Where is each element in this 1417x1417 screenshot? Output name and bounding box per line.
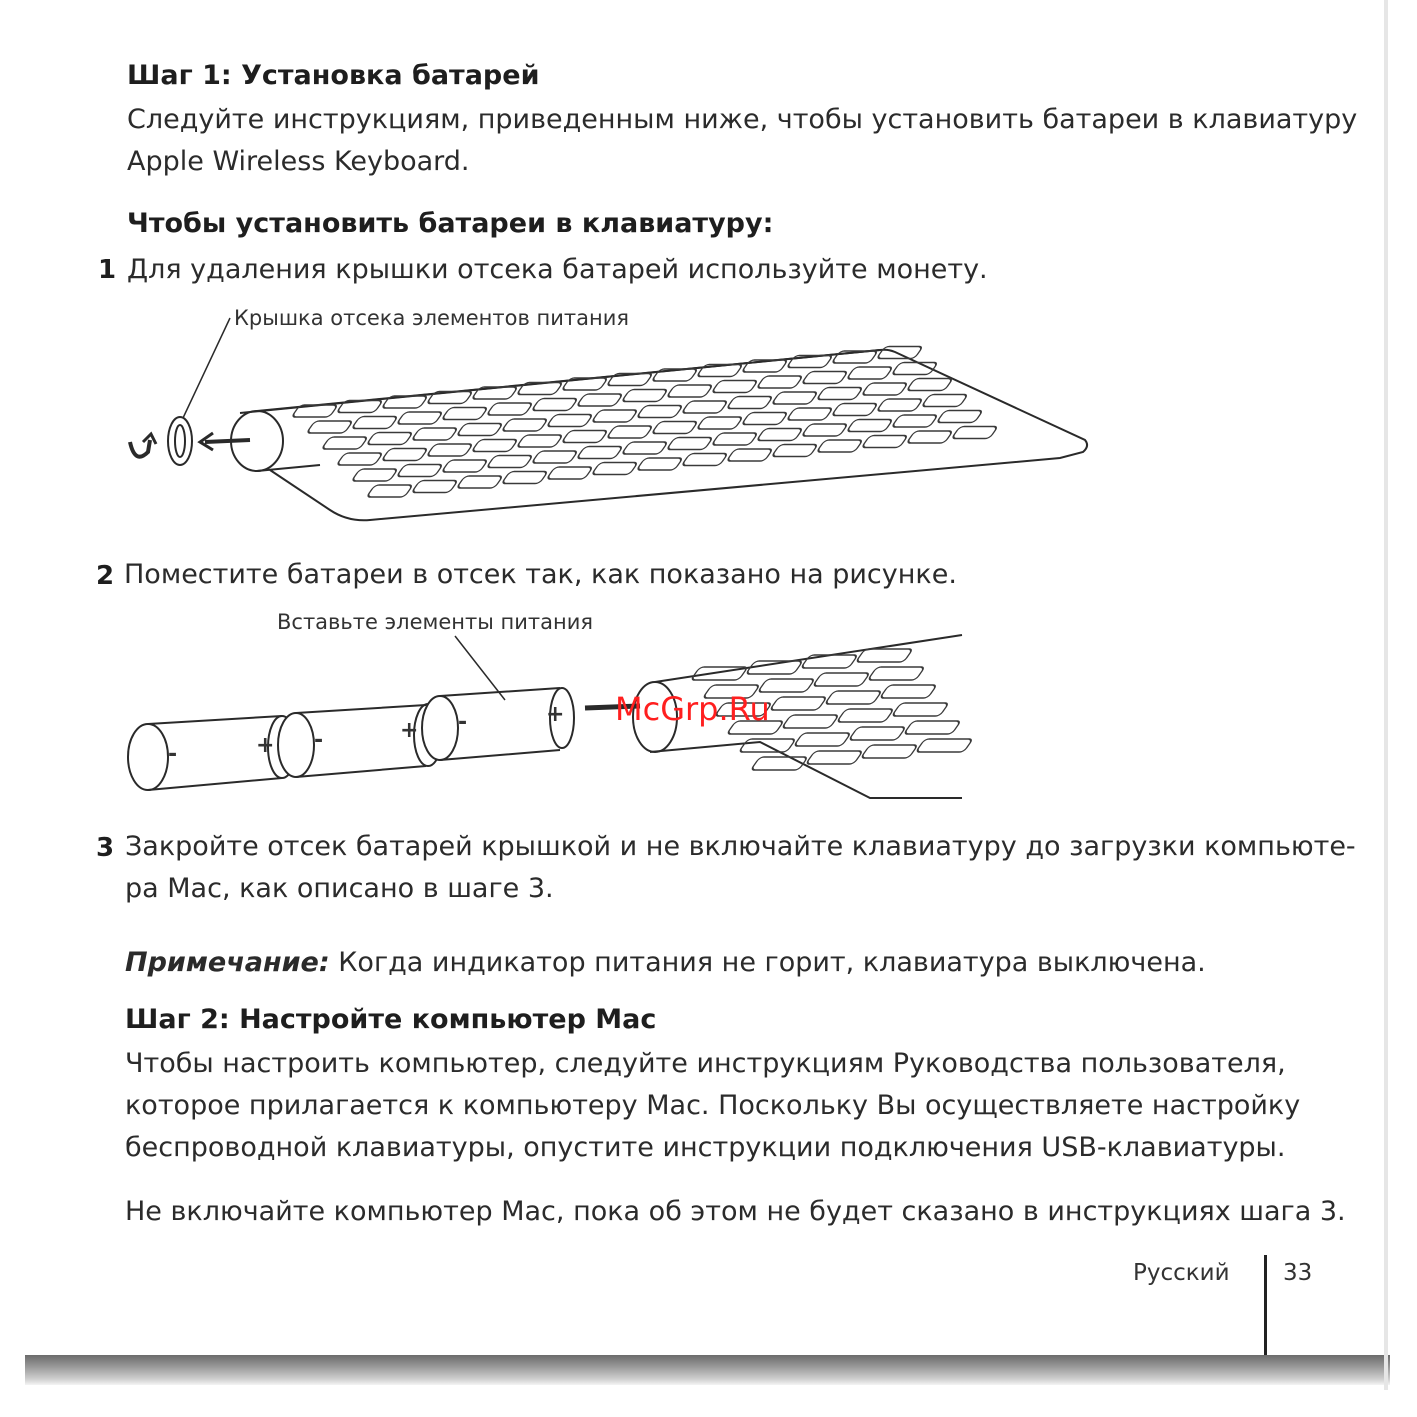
battery2-plus: + (400, 718, 419, 743)
item1-number: 1 (98, 255, 117, 285)
keyboard2-key (916, 739, 973, 752)
battery1-minus: - (168, 742, 178, 767)
keyboard2-key (806, 751, 863, 764)
item3-number: 3 (96, 833, 115, 863)
keyboard2-key (751, 757, 808, 770)
scan-edge-shadow (25, 1355, 1390, 1385)
battery3-minus: - (458, 710, 468, 735)
keyboard2-key (837, 709, 894, 722)
step2-title: Шаг 2: Настройте компьютер Mac (125, 1004, 657, 1035)
keyboard2-key (825, 691, 882, 704)
keyboard2-key (868, 667, 925, 680)
item3-line1: Закройте отсек батарей крышкой и не включайте клавиатуру до загрузки компьюте- (125, 831, 1356, 862)
note (125, 947, 1206, 978)
footer-divider (1264, 1255, 1267, 1365)
step2-line4: Не включайте компьютер Mac, пока об этом не будет сказано в инструкциях шага 3. (125, 1196, 1346, 1227)
watermark: McGrp.Ru (615, 690, 770, 728)
scan-right-edge (1384, 0, 1388, 1390)
battery1-plus: + (256, 733, 275, 758)
keyboard2-key (856, 649, 913, 662)
note-label: Примечание: (125, 947, 330, 978)
page-number: 33 (1283, 1260, 1313, 1286)
step1-title: Шаг 1: Установка батарей (127, 60, 540, 91)
figure1-caption: Крышка отсека элементов питания (234, 306, 630, 330)
step1-intro-line2: Apple Wireless Keyboard. (127, 146, 470, 177)
keyboard2-key (892, 703, 949, 716)
step1-intro-line1: Следуйте инструкциям, приведенным ниже, чтобы установить батареи в клавиатуру (127, 104, 1358, 135)
step2-line2: которое прилагается к компьютеру Mac. Поскольку Вы осуществляете настройку (125, 1090, 1301, 1121)
keyboard2-key (861, 745, 918, 758)
keyboard2-key (904, 721, 961, 734)
step1-subheading: Чтобы установить батареи в клавиатуру: (127, 208, 774, 239)
figure2-caption: Вставьте элементы питания (277, 610, 593, 634)
keyboard2-key (794, 733, 851, 746)
step2-line3: беспроводной клавиатуры, опустите инструкции подключения USB-клавиатуры. (125, 1132, 1286, 1163)
note-text: Когда индикатор питания не горит, клавиатура выключена. (329, 947, 1206, 978)
keyboard2-key (880, 685, 937, 698)
keyboard2-key (770, 697, 827, 710)
footer-language: Русский (1133, 1260, 1230, 1286)
item1-text: Для удаления крышки отсека батарей используйте монету. (127, 254, 988, 285)
keyboard2-key (801, 655, 858, 668)
battery3-plus: + (546, 702, 565, 727)
item2-text: Поместите батареи в отсек так, как показано на рисунке. (124, 559, 957, 590)
item3-line2: ра Mac, как описано в шаге 3. (125, 873, 554, 904)
keyboard2-key (782, 715, 839, 728)
keyboard2-key (849, 727, 906, 740)
item2-number: 2 (96, 561, 115, 591)
keyboard2-key (813, 673, 870, 686)
step2-line1: Чтобы настроить компьютер, следуйте инструкциям Руководства пользователя, (125, 1048, 1286, 1079)
battery2-minus: - (314, 728, 324, 753)
